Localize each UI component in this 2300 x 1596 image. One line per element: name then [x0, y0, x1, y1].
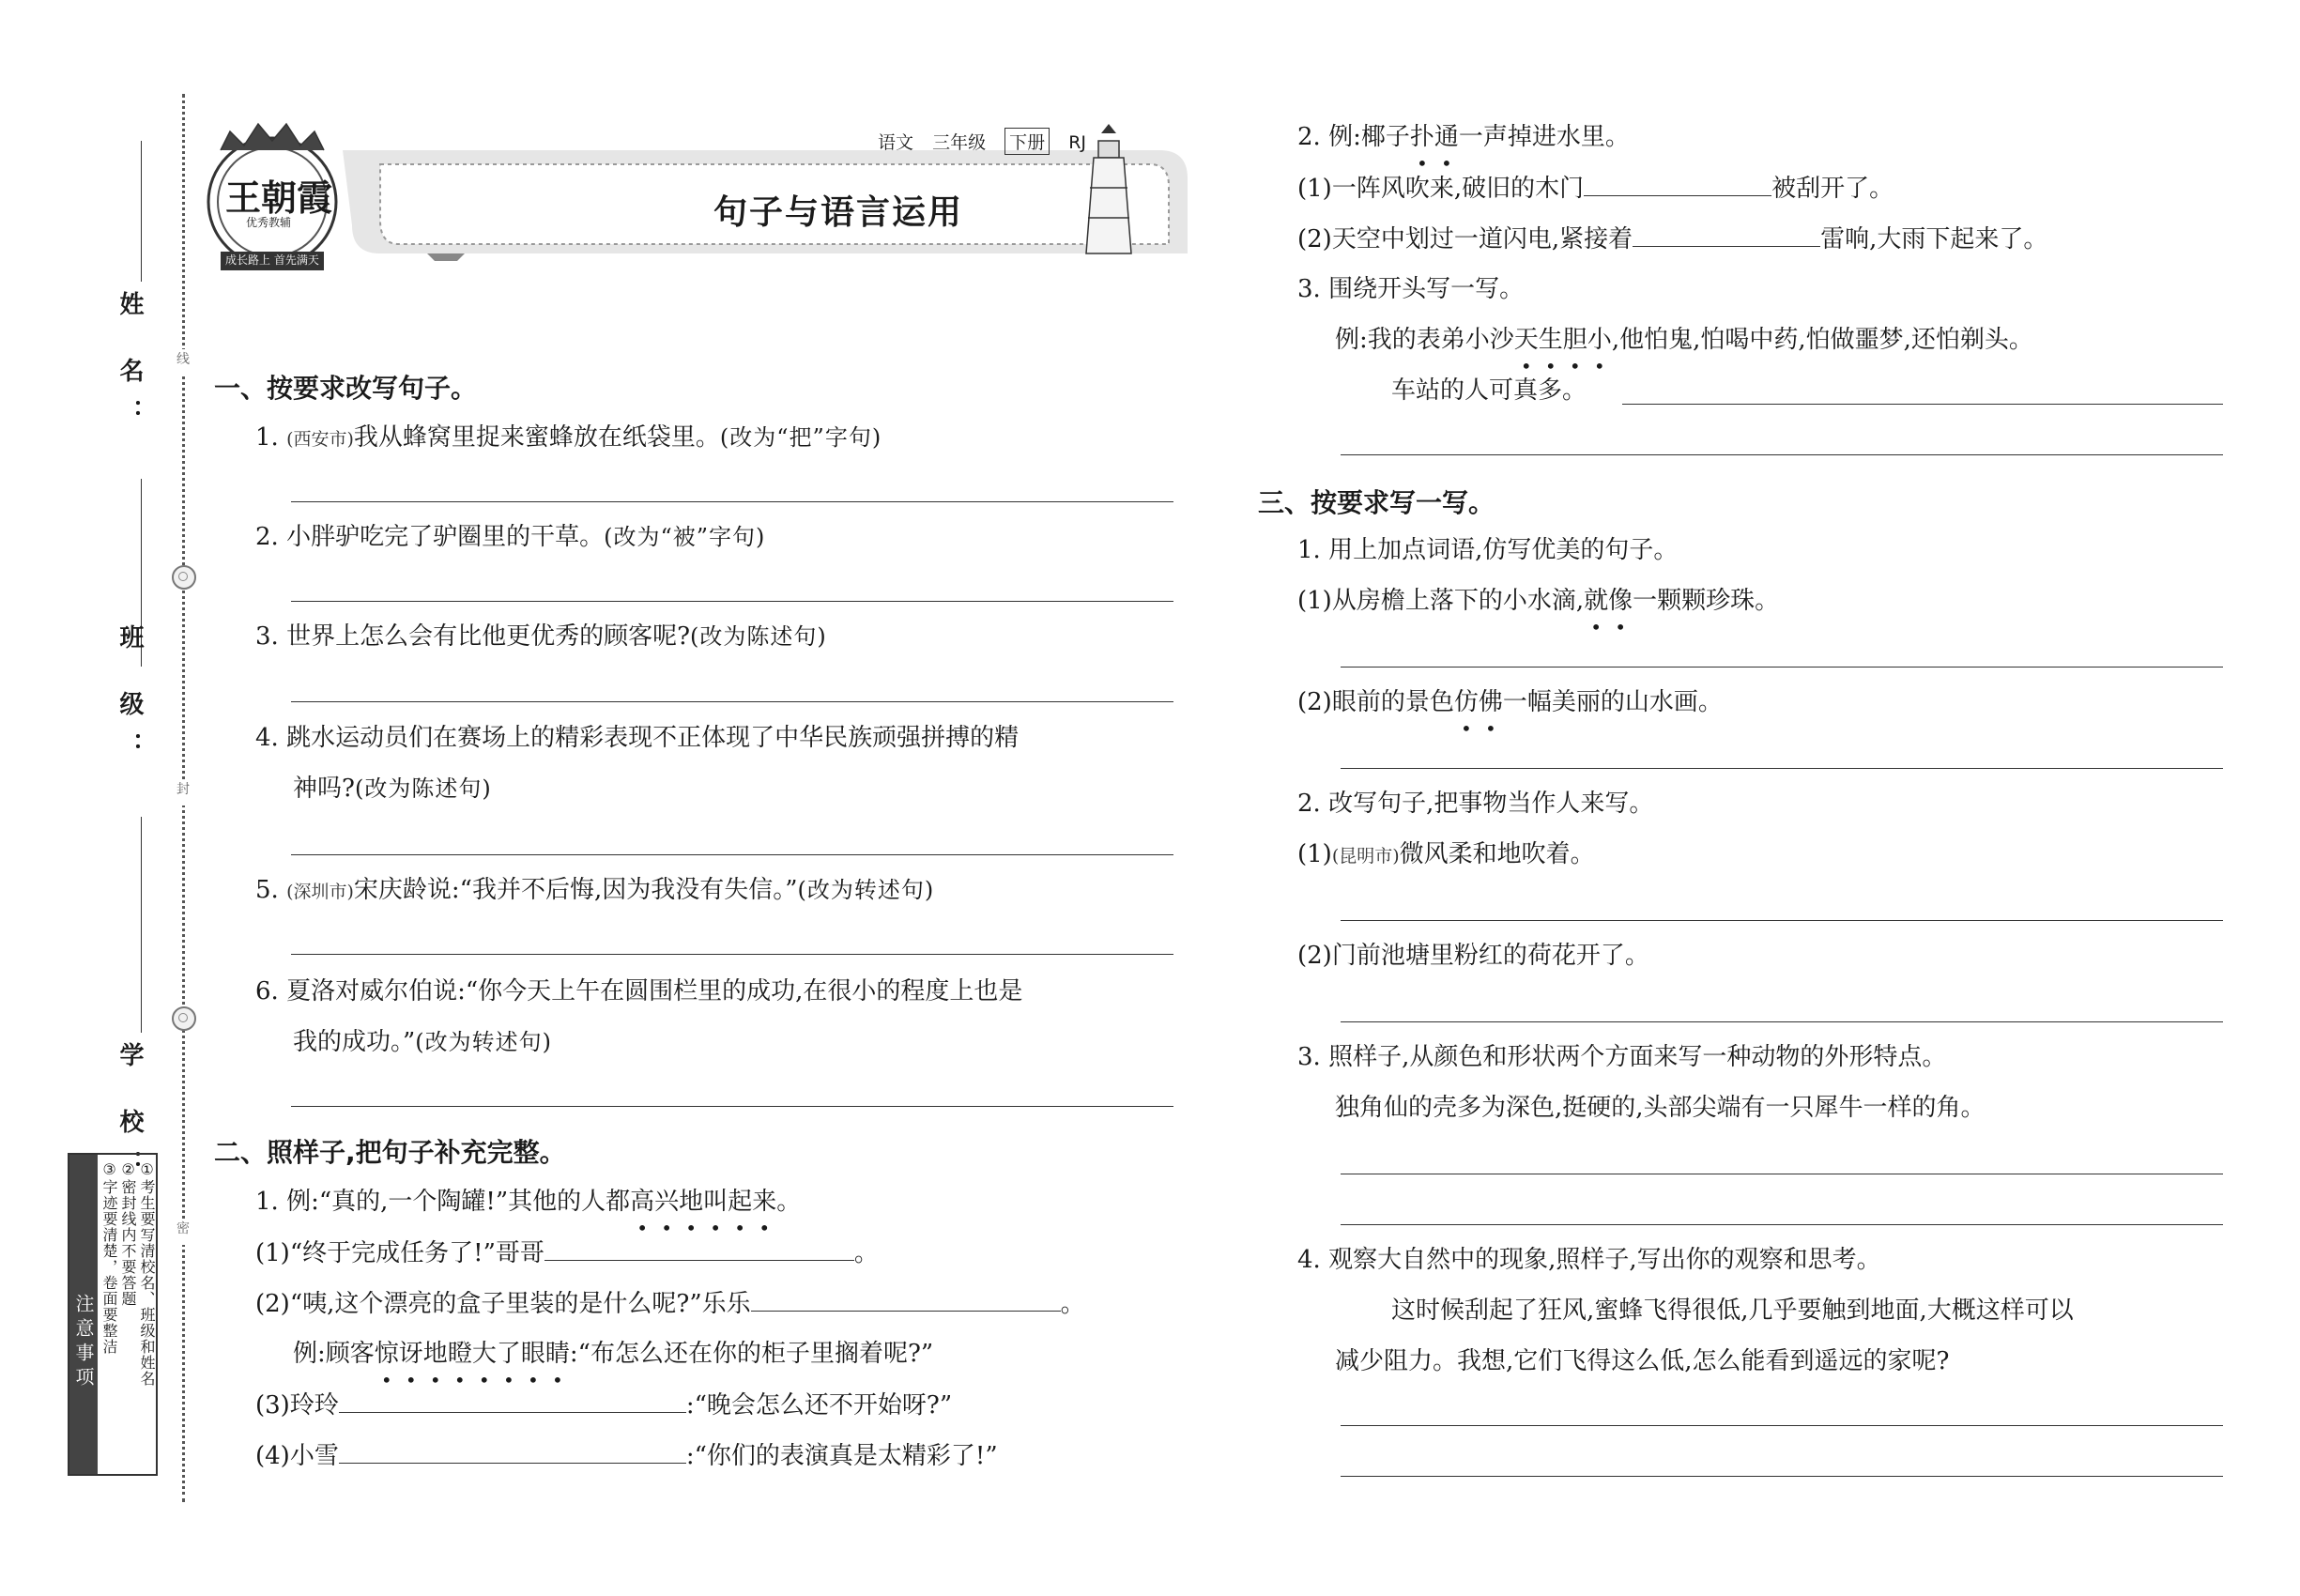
dotted-char: 睛: [544, 1340, 570, 1368]
q-note: (改为“把”字句): [719, 424, 882, 451]
s2-ex3: [1297, 120, 1630, 154]
dotted-char: 佛: [1478, 688, 1503, 716]
page-title: 句子与语言运用: [713, 193, 964, 232]
q-text: ,他怕鬼,怕喝中药,怕做噩梦,还怕剃头。: [1611, 326, 2033, 354]
volume-tag: 下册: [1004, 128, 1050, 155]
s1-q2: [255, 520, 765, 554]
q-text: 跳水运动员们在赛场上的精彩表现不正体现了中华民族顽强拼搏的精: [286, 724, 1020, 752]
q-text: 围绕开头写一写。: [1328, 275, 1525, 303]
notice-item: ③字迹要清楚，卷面要整洁: [100, 1160, 118, 1355]
brand-slogan: 成长路上 首先满天: [225, 253, 319, 267]
q-text: 例:椰子: [1328, 123, 1410, 151]
s1-q5: [255, 873, 934, 909]
q-number: 3.: [255, 622, 279, 651]
fill-blank[interactable]: [1584, 171, 1771, 196]
q-note: (改为转述句): [797, 877, 935, 903]
header-tags: [878, 128, 1099, 155]
dotted-char: 像: [1608, 587, 1633, 615]
answer-line[interactable]: [1341, 1021, 2223, 1022]
q-text: 小胖驴吃完了驴圈里的干草。: [286, 523, 605, 551]
q-text: (2)“咦,这个漂亮的盒子里装的是什么呢?”乐乐: [255, 1290, 751, 1318]
dotted-char: 小: [1587, 326, 1612, 354]
notice-item: ②密封线内不要答题: [119, 1160, 137, 1307]
s2-ex4: [1335, 323, 2033, 357]
notice-box: [68, 1153, 158, 1476]
q-number: 3.: [1297, 1043, 1321, 1071]
q-text: 观察大自然中的现象,照样子,写出你的观察和思考。: [1328, 1246, 1881, 1274]
dotted-char: 地: [422, 1340, 448, 1368]
q-number: 6.: [255, 977, 279, 1005]
q-number: 4.: [255, 724, 279, 752]
class-label: 班 级：: [115, 624, 144, 775]
s2-item6: [1297, 222, 2047, 256]
q-text: (4)小雪: [255, 1442, 339, 1470]
s2-item3: [255, 1388, 952, 1422]
q-number: 4.: [1297, 1246, 1321, 1274]
q-text: 例:我的表弟小沙: [1335, 326, 1514, 354]
dotted-char: 大: [471, 1340, 497, 1368]
q-number: 1.: [1297, 536, 1321, 564]
dotted-char: 瞪: [447, 1340, 472, 1368]
dotted-char: 就: [1584, 587, 1609, 615]
dotted-char: 胆: [1562, 326, 1587, 354]
cut-mark-1: 线: [171, 349, 195, 376]
q-text: (3)玲玲: [255, 1391, 339, 1420]
q-text: 例:顾客: [293, 1340, 375, 1368]
answer-line[interactable]: [1341, 1476, 2223, 1477]
dotted-char: 兴: [654, 1188, 680, 1216]
s2-item4: [255, 1438, 998, 1473]
q-number: 5.: [255, 876, 279, 904]
dotted-char: 高: [630, 1188, 655, 1216]
q-text: (1): [1297, 840, 1332, 868]
q-text: 一声掉进水里。: [1458, 123, 1630, 151]
s2-q3: [1297, 272, 1524, 306]
q-number: 2.: [255, 523, 279, 551]
s2-ex1: [255, 1185, 801, 1219]
q-text: (2)眼前的景色: [1297, 688, 1454, 716]
q-note: (改为陈述句): [354, 775, 492, 802]
edition-tag: RJ: [1068, 132, 1086, 153]
s1-q4: [255, 721, 1019, 755]
q-text: (1)从房檐上落下的小水滴,: [1297, 587, 1585, 615]
fill-blank[interactable]: [751, 1286, 1061, 1312]
q-text: 微风柔和地吹着。: [1399, 840, 1595, 868]
answer-line[interactable]: [291, 1106, 1173, 1107]
dotted-char: 地: [679, 1188, 704, 1216]
s2-item1: [255, 1235, 879, 1270]
s3-q1a: [1297, 584, 1779, 618]
s3-q4: [1297, 1243, 1881, 1277]
s2-item2: [255, 1286, 1085, 1321]
q-text: 用上加点词语,仿写优美的句子。: [1328, 536, 1679, 564]
q-text: 我的成功。”: [293, 1028, 416, 1056]
s3-q1: [1297, 533, 1678, 567]
q-text: 宋庆龄说:“我并不后悔,因为我没有失信。”: [353, 876, 798, 904]
notice-items: [100, 1160, 156, 1470]
fill-blank[interactable]: [1633, 222, 1820, 247]
q-text: 雷响,大雨下起来了。: [1820, 225, 2048, 253]
answer-line[interactable]: [1341, 920, 2223, 921]
s3-q1b: [1297, 685, 1723, 719]
q-text: 神吗?: [293, 775, 355, 803]
dotted-char: 讶: [398, 1340, 423, 1368]
fill-blank[interactable]: [544, 1235, 854, 1261]
q-note: (改为转述句): [415, 1029, 553, 1055]
cut-mark-2: 封: [171, 779, 195, 806]
s2-q3-prompt: 车站的人可真多。: [1391, 376, 1587, 405]
dotted-char: 仿: [1453, 688, 1479, 716]
fill-blank[interactable]: [339, 1388, 686, 1413]
fill-blank[interactable]: [339, 1438, 686, 1464]
dotted-char: 天: [1513, 326, 1539, 354]
answer-line[interactable]: [1341, 768, 2223, 769]
name-label: 姓 名：: [115, 291, 144, 441]
brand-logo: 王朝霞: [225, 176, 333, 219]
answer-line[interactable]: [1341, 454, 2223, 455]
q-number: 1.: [255, 1188, 279, 1216]
s3-q2a: [1297, 837, 1595, 873]
q-text: 被刮开了。: [1771, 175, 1894, 203]
answer-line[interactable]: [1341, 1425, 2223, 1426]
dotted-char: 眼: [520, 1340, 545, 1368]
s3-q3-example: 独角仙的壳多为深色,挺硬的,头部尖端有一只犀牛一样的角。: [1335, 1094, 1986, 1122]
answer-line[interactable]: [291, 701, 1173, 702]
answer-line[interactable]: [291, 954, 1173, 955]
dotted-char: 了: [496, 1340, 521, 1368]
s3-q2: [1297, 787, 1653, 821]
q-text: 例:“真的,一个陶罐!”其他的人都: [286, 1188, 631, 1216]
q-text: 世界上怎么会有比他更优秀的顾客呢?: [286, 622, 691, 651]
q-note: (改为“被”字句): [604, 524, 766, 550]
answer-line[interactable]: [1341, 667, 2223, 668]
s2-ex2: [293, 1337, 933, 1371]
section3-heading: 三、按要求写一写。: [1258, 487, 1495, 518]
binding-ring-2: [172, 1006, 196, 1031]
q-text: 改写句子,把事物当作人来写。: [1328, 790, 1654, 818]
q-note: (改为陈述句): [690, 623, 827, 650]
dotted-char: 来: [752, 1188, 777, 1216]
answer-line[interactable]: [291, 501, 1173, 502]
q-source: (深圳市): [286, 882, 354, 902]
s1-q3: [255, 620, 827, 653]
answer-line[interactable]: [291, 854, 1173, 855]
s1-q1: [255, 421, 882, 456]
q-text: :“布怎么还在你的柜子里搁着呢?”: [569, 1340, 934, 1368]
binding-ring-1: [172, 565, 196, 590]
name-field-line[interactable]: [141, 141, 142, 282]
s3-q4-example-b: 减少阻力。我想,它们飞得这么低,怎么能看到遥远的家呢?: [1335, 1347, 1950, 1375]
school-field-line[interactable]: [141, 817, 142, 1033]
q-source: (西安市): [286, 429, 354, 450]
s1-q6-cont: [293, 1025, 552, 1059]
q-text: :“晚会怎么还不开始呀?”: [685, 1391, 953, 1420]
answer-line[interactable]: [1341, 1224, 2223, 1225]
q-text: 我从蜂窝里捉来蜜蜂放在纸袋里。: [353, 423, 720, 452]
q-text: 。: [853, 1239, 879, 1267]
q-text: (1)一阵风吹来,破旧的木门: [1297, 175, 1585, 203]
subject-tag: 语文: [878, 132, 914, 153]
notice-title: 注意事项: [69, 1155, 98, 1474]
q-text: 。: [1060, 1290, 1085, 1318]
q-number: 3.: [1297, 275, 1321, 303]
q-text: 一幅美丽的山水画。: [1502, 688, 1723, 716]
brand-sub: 优秀教辅: [246, 216, 292, 229]
notice-item: ①考生要写清校名、班级和姓名: [138, 1160, 156, 1387]
q-number: 2.: [1297, 123, 1321, 151]
answer-line[interactable]: [291, 601, 1173, 602]
answer-line[interactable]: [1622, 404, 2223, 405]
cut-mark-3: 密: [171, 1219, 195, 1245]
s3-q2b: (2)门前池塘里粉红的荷花开了。: [1297, 942, 1649, 970]
q-text: (2)天空中划过一道闪电,紧接着: [1297, 225, 1633, 253]
q-text: 。: [776, 1188, 802, 1216]
dotted-char: 惊: [374, 1340, 399, 1368]
dotted-char: 叫: [703, 1188, 728, 1216]
q-text: 一颗颗珍珠。: [1633, 587, 1780, 615]
s3-q3: [1297, 1040, 1946, 1074]
q-number: 2.: [1297, 790, 1321, 818]
q-text: 夏洛对威尔伯说:“你今天上午在圆围栏里的成功,在很小的程度上也是: [286, 977, 1023, 1005]
q-text: :“你们的表演真是太精彩了!”: [685, 1442, 998, 1470]
grade-tag: 三年级: [932, 132, 987, 153]
school-label: 学 校：: [115, 1042, 144, 1192]
s1-q4-cont: [293, 772, 492, 806]
q-source: (昆明市): [1331, 846, 1400, 867]
q-number: 1.: [255, 423, 279, 452]
section1-heading: 一、按要求改写句子。: [214, 373, 478, 404]
dotted-char: 生: [1538, 326, 1563, 354]
dotted-char: 起: [728, 1188, 753, 1216]
dotted-char: 通: [1434, 123, 1459, 151]
dotted-char: 扑: [1409, 123, 1434, 151]
s2-item5: [1297, 171, 1894, 206]
s3-q4-example-a: 这时候刮起了狂风,蜜蜂飞得很低,几乎要触到地面,大概这样可以: [1391, 1297, 2074, 1325]
s1-q6: [255, 974, 1022, 1008]
section2-heading: 二、照样子,把句子补充完整。: [214, 1137, 566, 1168]
q-text: 照样子,从颜色和形状两个方面来写一种动物的外形特点。: [1328, 1043, 1947, 1071]
q-text: (1)“终于完成任务了!”哥哥: [255, 1239, 544, 1267]
